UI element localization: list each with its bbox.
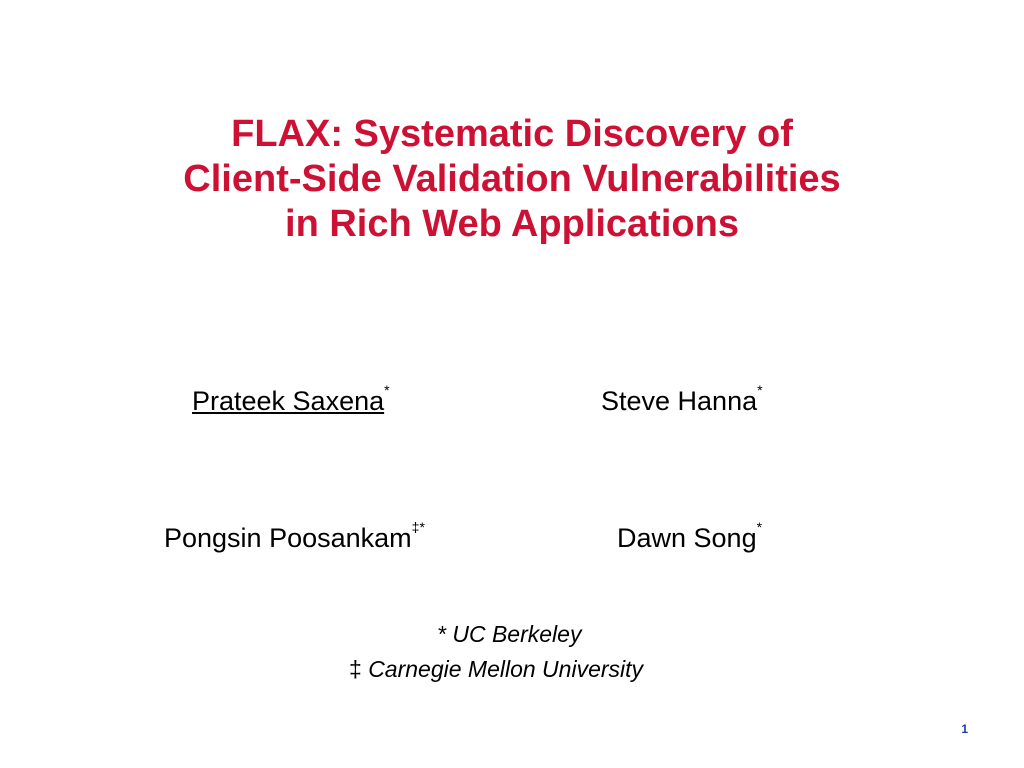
affiliation-cmu bbox=[349, 656, 643, 683]
page-number: 1 bbox=[961, 722, 968, 736]
author-prateek-saxena bbox=[192, 382, 390, 417]
author-name: Pongsin Poosankam bbox=[164, 523, 412, 553]
author-pongsin-poosankam bbox=[164, 519, 425, 554]
title-line-1: FLAX: Systematic Discovery of bbox=[231, 113, 793, 155]
affiliation-uc-berkeley bbox=[437, 621, 581, 648]
affiliation-mark: * bbox=[437, 621, 446, 647]
author-name: Steve Hanna bbox=[601, 386, 758, 416]
author-name: Dawn Song bbox=[617, 523, 757, 553]
author-steve-hanna bbox=[601, 382, 763, 417]
affiliation-name: UC Berkeley bbox=[452, 621, 582, 647]
author-dawn-song bbox=[617, 519, 763, 554]
slide-title bbox=[62, 112, 962, 247]
affiliation-name: Carnegie Mellon University bbox=[368, 656, 644, 682]
author-affiliation-mark: * bbox=[756, 519, 763, 535]
author-name: Prateek Saxena bbox=[192, 386, 385, 416]
author-affiliation-mark: ‡* bbox=[411, 519, 425, 535]
author-affiliation-mark: * bbox=[384, 382, 390, 398]
title-line-2: Client-Side Validation Vulnerabilities bbox=[183, 158, 841, 200]
title-line-3: in Rich Web Applications bbox=[285, 203, 739, 245]
affiliation-mark: ‡ bbox=[349, 656, 362, 682]
author-affiliation-mark: * bbox=[757, 382, 763, 398]
